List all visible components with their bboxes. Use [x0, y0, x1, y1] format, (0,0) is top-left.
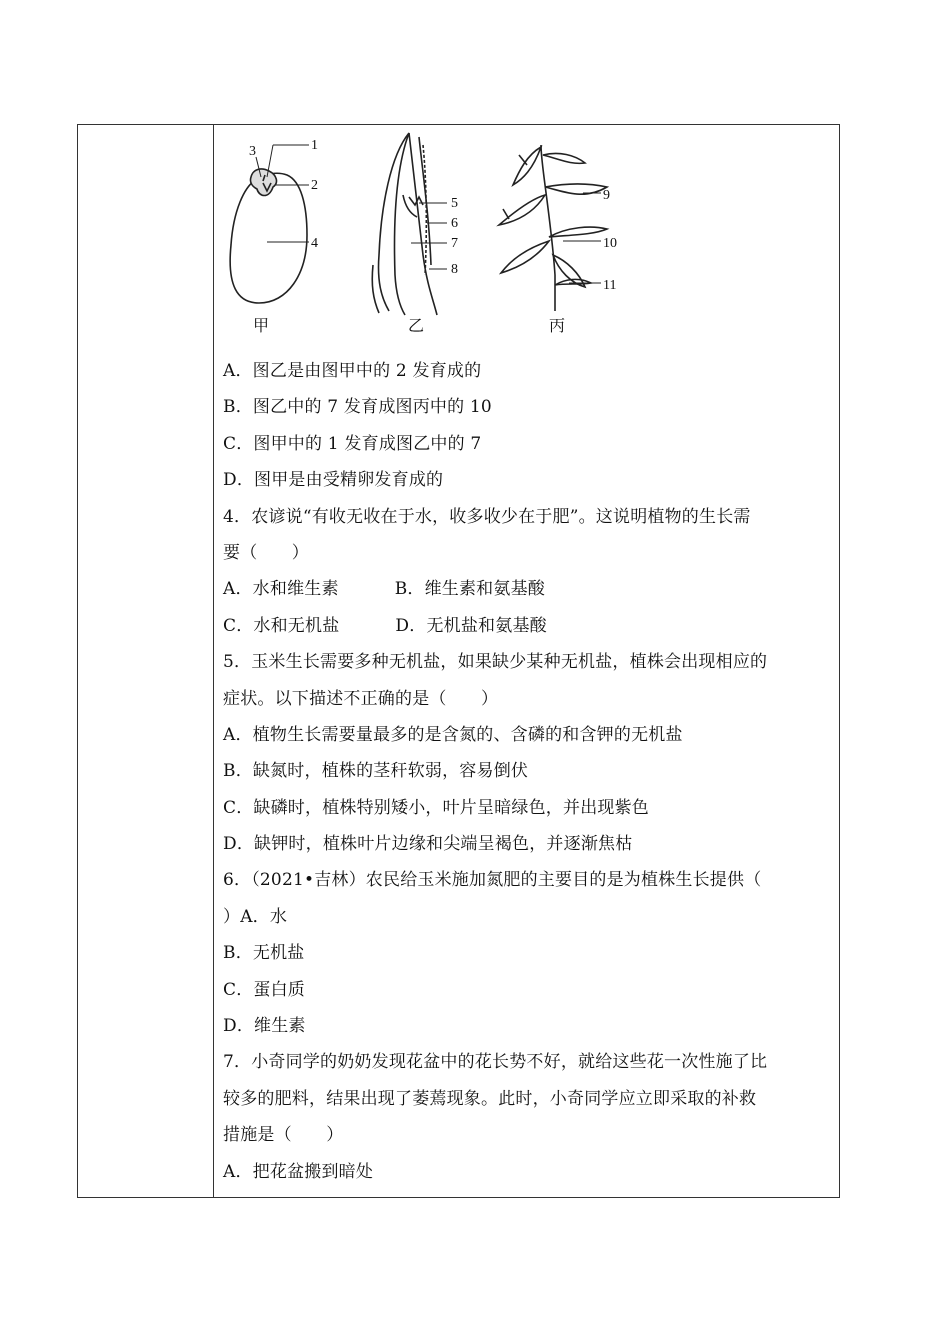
yi-number-5: 5 — [451, 196, 458, 211]
q5-option-a: A．植物生长需要量最多的是含氮的、含磷的和含钾的无机盐 — [223, 724, 683, 745]
q5-option-c: C．缺磷时，植株特别矮小，叶片呈暗绿色，并出现紫色 — [223, 797, 650, 818]
q4-stem-line2: 要（ ） — [223, 542, 309, 563]
q4-option-b: B．维生素和氨基酸 — [394, 579, 545, 600]
q3-option-c: C．图甲中的 1 发育成图乙中的 7 — [223, 433, 482, 454]
figure-svg — [223, 125, 633, 337]
panel-label-bing: 丙 — [549, 316, 566, 335]
seed-development-figure — [223, 125, 633, 337]
q4-option-a: A．水和维生素 — [223, 579, 339, 600]
q3-option-a: A．图乙是由图甲中的 2 发育成的 — [223, 361, 482, 381]
yi-coleoptile — [378, 133, 409, 311]
q4-options-row2 — [223, 608, 833, 644]
q3-option-d: D．图甲是由受精卵发育成的 — [223, 470, 444, 491]
q4-option-d: D．无机盐和氨基酸 — [395, 615, 547, 636]
bing-number-10: 10 — [603, 236, 617, 251]
bing-leaf-top-right — [543, 153, 585, 163]
jia-embryo — [250, 169, 276, 196]
bing-leaf-left-low — [501, 241, 549, 273]
bing-leaf-10 — [549, 227, 607, 237]
q7-option-a: A．把花盆搬到暗处 — [223, 1161, 374, 1182]
q6-stem-line2: ）A．水 — [223, 906, 288, 927]
yi-number-8: 8 — [451, 262, 458, 277]
bing-leaf-right-low — [553, 255, 585, 287]
q6-option-d: D．维生素 — [223, 1016, 306, 1037]
jia-number-4: 4 — [311, 236, 318, 251]
panel-label-yi: 乙 — [408, 316, 425, 335]
question-table — [77, 124, 840, 1198]
q5-option-b: B．缺氮时，植株的茎秆软弱，容易倒伏 — [223, 761, 529, 782]
q7-stem-line2: 较多的肥料，结果出现了萎蔫现象。此时，小奇同学应立即采取的补救 — [223, 1088, 757, 1109]
bing-leaf-left-mid — [499, 195, 545, 225]
q6-option-b: B．无机盐 — [223, 943, 305, 964]
q4-options-row1 — [223, 571, 833, 607]
bing-leaf-top-left — [513, 147, 541, 185]
left-column-cell — [78, 125, 214, 1197]
q6-option-c: C．蛋白质 — [223, 979, 306, 1000]
q7-stem-line1: 7．小奇同学的奶奶发现花盆中的花长势不好，就给这些花一次性施了比 — [223, 1052, 768, 1073]
yi-number-7: 7 — [451, 236, 458, 251]
jia-number-1: 1 — [311, 138, 318, 153]
q3-option-b: B．图乙中的 7 发育成图丙中的 10 — [223, 397, 492, 418]
q4-option-c: C．水和无机盐 — [223, 615, 340, 636]
panel-label-jia: 甲 — [253, 316, 270, 335]
q7-stem-line3: 措施是（ ） — [223, 1125, 344, 1146]
jia-number-2: 2 — [311, 178, 318, 193]
q4-stem-line1: 4．农谚说“有收无收在于水，收多收少在于肥”。这说明植物的生长需 — [223, 506, 751, 527]
q5-option-d: D．缺钾时，植株叶片边缘和尖端呈褐色，并逐渐焦枯 — [223, 834, 633, 855]
bing-stem — [541, 145, 555, 311]
bing-number-9: 9 — [603, 188, 610, 203]
q5-stem-line1: 5．玉米生长需要多种无机盐，如果缺少某种无机盐，植株会出现相应的 — [223, 652, 768, 673]
bing-number-11: 11 — [603, 278, 617, 293]
yi-number-6: 6 — [451, 216, 458, 231]
q6-stem-line1: 6．（2021•吉林）农民给玉米施加氮肥的主要目的是为植株生长提供（ — [223, 870, 762, 891]
jia-number-3: 3 — [249, 144, 256, 159]
q5-stem-line2: 症状。以下描述不正确的是（ ） — [223, 688, 499, 709]
question-text-block — [223, 353, 833, 1190]
